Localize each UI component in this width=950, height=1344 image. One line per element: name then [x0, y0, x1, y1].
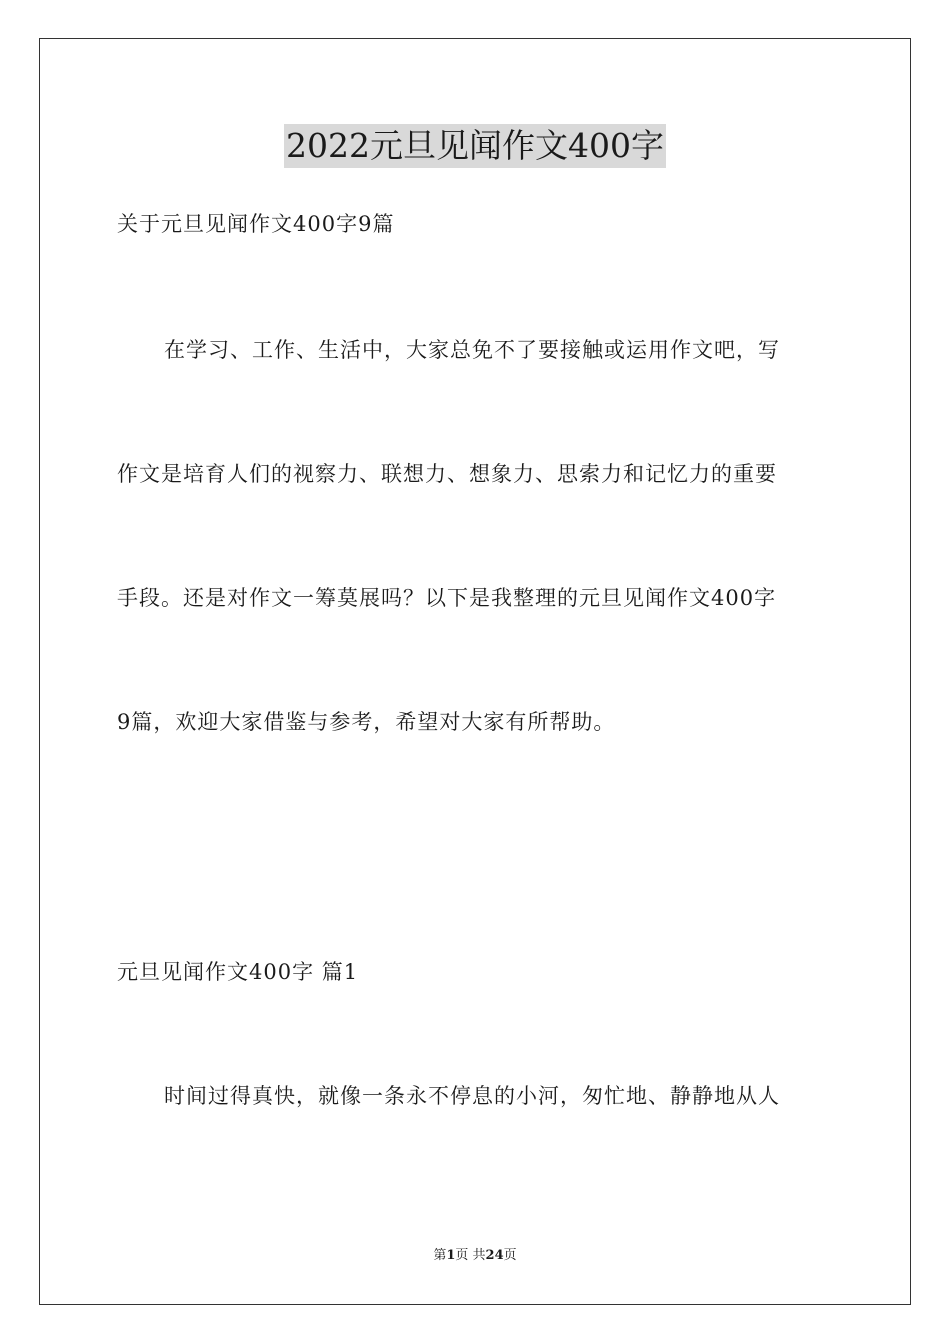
- footer-page-total: 24: [485, 1248, 504, 1263]
- section-paragraph-line: 时间过得真快，就像一条永不停息的小河，匆忙地、静静地从人: [164, 1084, 780, 1108]
- document-subtitle: 关于元旦见闻作文400字9篇: [117, 212, 395, 236]
- footer-page-mid: 页 共: [455, 1248, 486, 1263]
- intro-line: 手段。还是对作文一筹莫展吗？以下是我整理的元旦见闻作文400字: [117, 586, 777, 610]
- title-container: [0, 124, 950, 168]
- footer-page-suffix: 页: [503, 1248, 517, 1263]
- footer-page-prefix: 第: [433, 1248, 447, 1263]
- page-footer: [0, 1247, 950, 1265]
- intro-line: 在学习、工作、生活中，大家总免不了要接触或运用作文吧，写: [164, 338, 780, 362]
- intro-line: 9篇，欢迎大家借鉴与参考，希望对大家有所帮助。: [117, 710, 616, 734]
- footer-page-current: 1: [446, 1248, 456, 1263]
- intro-line: 作文是培育人们的视察力、联想力、想象力、思索力和记忆力的重要: [117, 462, 777, 486]
- section-heading: 元旦见闻作文400字 篇1: [117, 960, 359, 984]
- document-title: 2022元旦见闻作文400字: [284, 124, 666, 168]
